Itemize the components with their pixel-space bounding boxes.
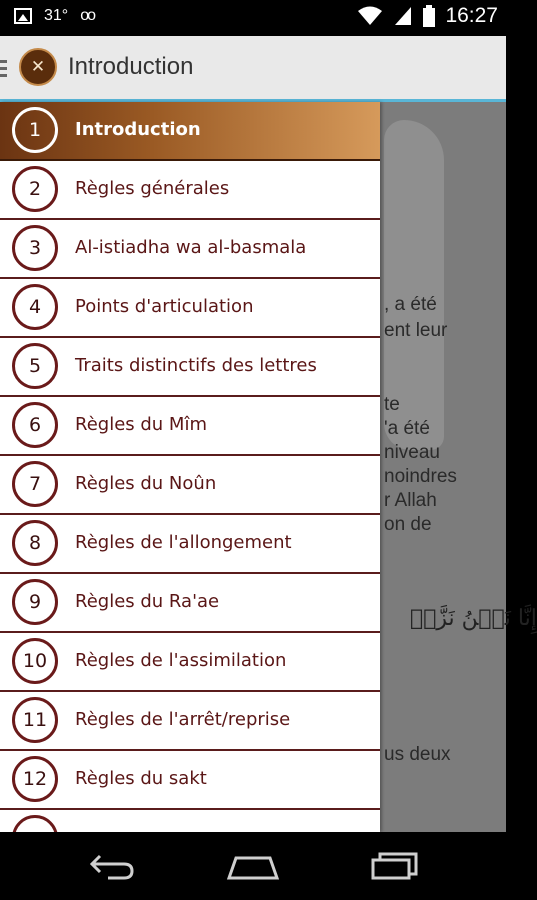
drawer-item-label: Règles de l'assimilation (75, 650, 287, 671)
drawer-item-label: Introduction (75, 119, 201, 140)
signal-icon (393, 5, 413, 27)
temperature-text: 31° (44, 7, 69, 24)
drawer-item-label: Al-istiadha wa al-basmala (75, 237, 307, 258)
drawer-item-introduction[interactable] (0, 102, 380, 161)
navigation-drawer (0, 102, 380, 832)
item-number-badge: 12 (12, 756, 58, 802)
content-text-line: r Allah (384, 490, 437, 511)
drawer-toggle-icon[interactable] (0, 60, 7, 81)
content-text-line: te (384, 394, 400, 415)
drawer-item-label: Points d'articulation (75, 296, 254, 317)
recent-apps-icon[interactable] (370, 852, 420, 880)
item-number-badge: 4 (12, 284, 58, 330)
wifi-icon (357, 5, 383, 27)
item-number-badge: 7 (12, 461, 58, 507)
content-text-line: 'a été (384, 418, 430, 439)
drawer-item-assimilation[interactable] (0, 633, 380, 692)
arabic-verse: إِنَّا نَحۡنُ نَزَّلۡ (410, 606, 537, 631)
content-text-line: niveau (384, 442, 440, 463)
drawer-item-arret-reprise[interactable] (0, 692, 380, 751)
item-number-badge: 11 (12, 697, 58, 743)
drawer-item-label: Règles de l'arrêt/reprise (75, 709, 291, 730)
content-text-line: ent leur (384, 320, 448, 341)
drawer-item-allongement[interactable] (0, 515, 380, 574)
image-icon (14, 8, 32, 24)
system-nav-bar (0, 832, 506, 900)
item-number-badge: 8 (12, 520, 58, 566)
status-bar (0, 0, 506, 36)
drawer-item-points-articulation[interactable] (0, 279, 380, 338)
item-number-badge: 2 (12, 166, 58, 212)
drawer-item-regles-raae[interactable] (0, 574, 380, 633)
drawer-item-istiadha[interactable] (0, 220, 380, 279)
item-number-badge: 5 (12, 343, 58, 389)
drawer-item-regles-noun[interactable] (0, 456, 380, 515)
content-text-line: us deux (384, 744, 451, 765)
drawer-item-regles-mim[interactable] (0, 397, 380, 456)
app-logo[interactable]: ✕ (19, 48, 57, 86)
item-number-badge: 10 (12, 638, 58, 684)
item-number-badge: 1 (12, 107, 58, 153)
drawer-item-label: Règles du Mîm (75, 414, 207, 435)
back-icon[interactable] (88, 852, 136, 880)
action-bar (0, 36, 506, 102)
clock: 16:27 (445, 4, 498, 27)
battery-icon (423, 5, 435, 27)
drawer-item-label: Règles de l'allongement (75, 532, 292, 553)
content-text-line: on de (384, 514, 432, 535)
item-number-badge: 6 (12, 402, 58, 448)
page-title: Introduction (68, 53, 194, 80)
home-icon[interactable] (226, 852, 280, 880)
drawer-item-label: Règles du Ra'ae (75, 591, 220, 612)
content-text-line: noindres (384, 466, 457, 487)
drawer-item-regles-generales[interactable] (0, 161, 380, 220)
drawer-item-sakt[interactable] (0, 751, 380, 810)
drawer-item-label: Règles générales (75, 178, 230, 199)
drawer-item-label: Règles du sakt (75, 768, 207, 789)
content-text-line: , a été (384, 294, 437, 315)
drawer-item-label: Traits distinctifs des lettres (75, 355, 317, 376)
voicemail-icon: oo (80, 7, 94, 24)
drawer-item-traits-distinctifs[interactable] (0, 338, 380, 397)
item-number-badge: 9 (12, 579, 58, 625)
drawer-item-label: Règles du Noûn (75, 473, 217, 494)
item-number-badge: 3 (12, 225, 58, 271)
